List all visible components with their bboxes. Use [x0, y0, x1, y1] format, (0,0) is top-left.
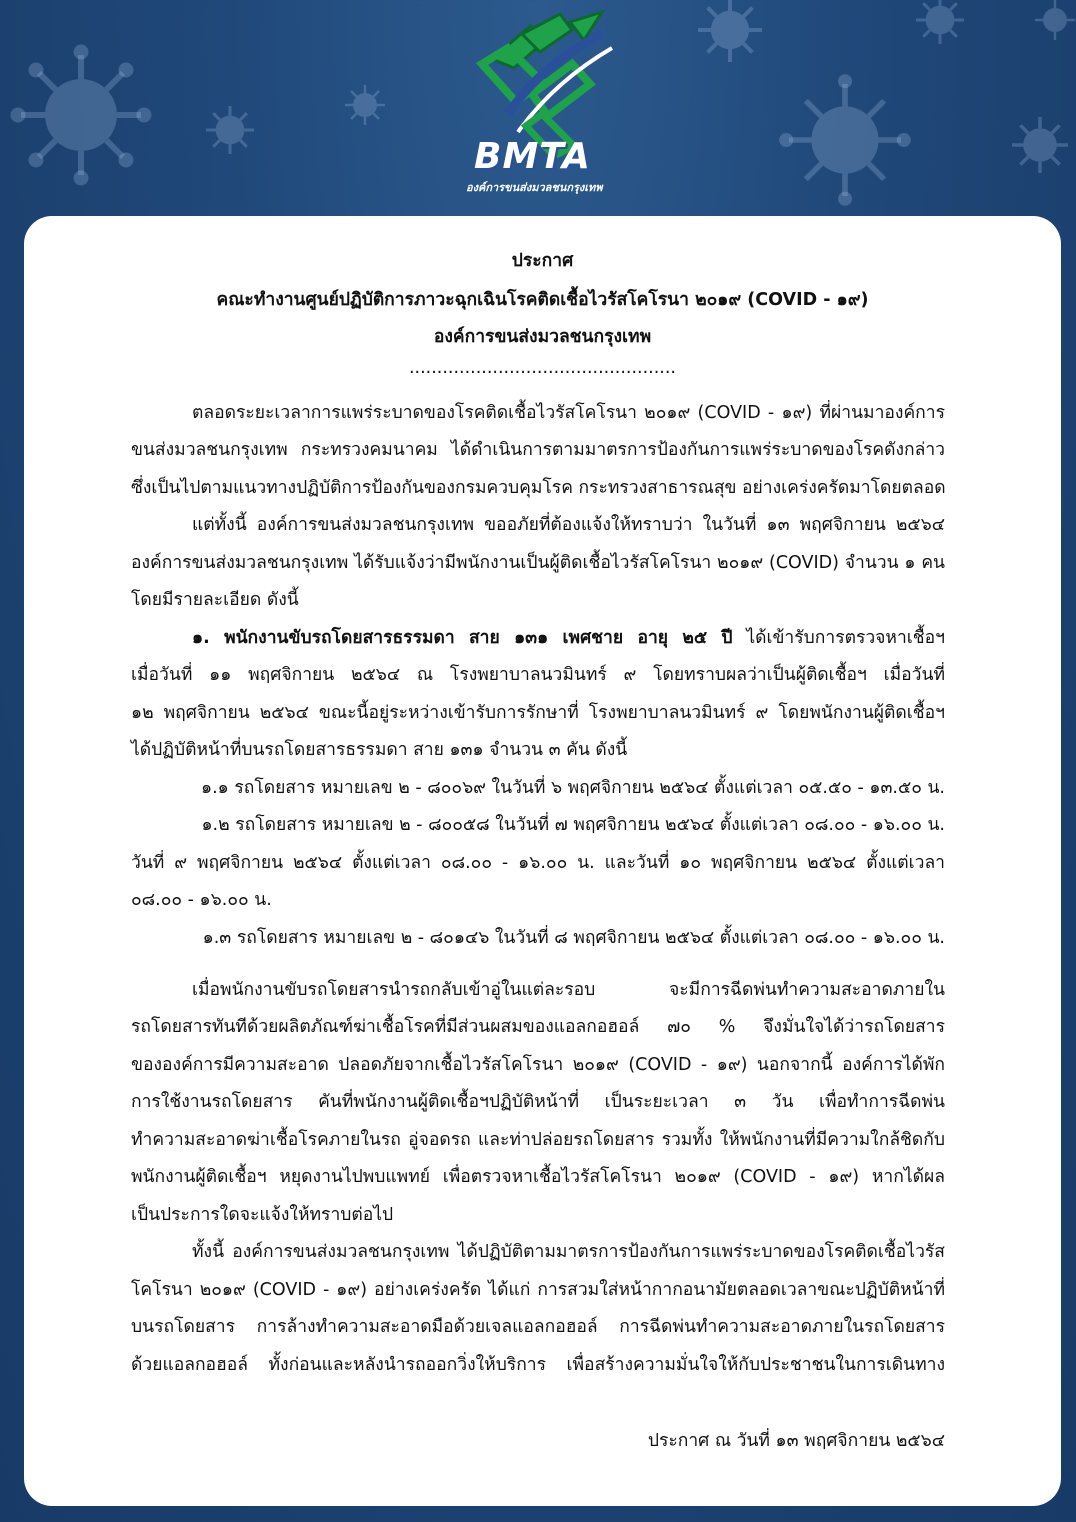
- paragraph-line: ขององค์การมีความสะอาด ปลอดภัยจากเชื้อไวรัสโคโรนา ๒๐๑๙ (COVID - ๑๙) นอกจากนี้ องค์การได้พัก: [131, 1055, 945, 1075]
- virus-icon: [910, 0, 970, 50]
- paragraph-line: เมื่อพนักงานขับรถโดยสารนำรถกลับเข้าอู่ในแต่ละรอบ จะมีการฉีดพ่นทำความสะอาดภายใน: [192, 980, 945, 1000]
- paragraph-line: ทำความสะอาดฆ่าเชื้อโรคภายในรถ อู่จอดรถ และท่าปล่อยรถโดยสาร รวมทั้ง ให้พนักงานที่มีความใกล้ชิดกับ: [131, 1130, 945, 1150]
- committee-title: คณะทำงานศูนย์ปฏิบัติการภาวะฉุกเฉินโรคติดเชื้อไวรัสโคโรนา ๒๐๑๙ (COVID - ๑๙): [216, 290, 869, 310]
- paragraph-line: โคโรนา ๒๐๑๙ (COVID - ๑๙) อย่างเคร่งครัด ได้แก่ การสวมใส่หน้ากากอนามัยตลอดเวลาขณะปฏิบัติหน้าที่: [131, 1280, 945, 1300]
- paragraph-line: โดยมีรายละเอียด ดังนี้: [131, 590, 299, 610]
- announcement-card: [24, 216, 1061, 1506]
- paragraph-line: องค์การขนส่งมวลชนกรุงเทพ ได้รับแจ้งว่ามีพนักงานเป็นผู้ติดเชื้อไวรัสโคโรนา ๒๐๑๙ (COVID) จำนวน ๑ คน: [131, 553, 945, 573]
- paragraph-line: ทั้งนี้ องค์การขนส่งมวลชนกรุงเทพ ได้ปฏิบัติตามมาตรการป้องกันการแพร่ระบาดของโรคติดเชื้อไวรัส: [192, 1242, 945, 1262]
- paragraph-line: ตลอดระยะเวลาการแพร่ระบาดของโรคติดเชื้อไวรัสโคโรนา ๒๐๑๙ (COVID - ๑๙) ที่ผ่านมาองค์การ: [192, 403, 945, 423]
- paragraph-line: รถโดยสารทันทีด้วยผลิตภัณฑ์ฆ่าเชื้อโรคที่มีส่วนผสมของแอลกอฮอล์ ๗๐ % จึงมั่นใจได้ว่ารถโดยสาร: [131, 1017, 945, 1037]
- title-divider: ................................................: [408, 358, 676, 378]
- organization-title: องค์การขนส่งมวลชนกรุงเทพ: [433, 327, 652, 347]
- virus-icon: [775, 70, 915, 210]
- announcement-date: ประกาศ ณ วันที่ ๑๓ พฤศจิกายน ๒๕๖๔: [647, 1431, 945, 1451]
- paragraph-line: การใช้งานรถโดยสาร คันที่พนักงานผู้ติดเชื้อฯปฏิบัติหน้าที่ เป็นระยะเวลา ๓ วัน เพื่อทำการฉีดพ่น: [131, 1092, 945, 1112]
- item-heading-bold: ๑. พนักงานขับรถโดยสารธรรมดา สาย ๑๓๑ เพศชาย อายุ ๒๕ ปี: [192, 628, 733, 648]
- bus-item: ๑.๑ รถโดยสาร หมายเลข ๒ - ๘๐๐๖๙ ในวันที่ ๖ พฤศจิกายน ๒๕๖๔ ตั้งแต่เวลา ๐๕.๕๐ - ๑๓.๕๐ น.: [201, 778, 945, 798]
- virus-icon: [690, 0, 770, 70]
- item-heading-rest: ได้เข้ารับการตรวจหาเชื้อฯ: [732, 628, 945, 648]
- logo-tagline: องค์การขนส่งมวลชนกรุงเทพ: [466, 181, 603, 194]
- paragraph-line: วันที่ ๙ พฤศจิกายน ๒๕๖๔ ตั้งแต่เวลา ๐๘.๐๐ - ๑๖.๐๐ น. และวันที่ ๑๐ พฤศจิกายน ๒๕๖๔ ตั้งแต่เวลา: [131, 853, 946, 873]
- paragraph-line: ได้ปฏิบัติหน้าที่บนรถโดยสารธรรมดา สาย ๑๓๑ จำนวน ๓ คัน ดังนี้: [131, 740, 628, 760]
- virus-icon: [1005, 110, 1075, 180]
- bmta-logo-icon: [452, 4, 630, 196]
- paragraph-line: บนรถโดยสาร การล้างทำความสะอาดมือด้วยเจลแอลกอฮอล์ การฉีดพ่นทำความสะอาดภายในรถโดยสาร: [131, 1317, 945, 1337]
- paragraph-line: ขนส่งมวลชนกรุงเทพ กระทรวงคมนาคม ได้ดำเนินการตามมาตรการป้องกันการแพร่ระบาดของโรคดังกล่าว: [131, 440, 945, 460]
- virus-icon: [6, 40, 156, 190]
- paragraph-line: เป็นประการใดจะแจ้งให้ทราบต่อไป: [131, 1205, 394, 1225]
- paragraph-line: ซึ่งเป็นไปตามแนวทางปฏิบัติการป้องกันของกรมควบคุมโรค กระทรวงสาธารณสุข อย่างเคร่งครัดมาโดยตลอด: [131, 478, 946, 498]
- item-heading: [192, 626, 945, 650]
- virus-icon: [200, 100, 260, 160]
- paragraph-line: ๑๒ พฤศจิกายน ๒๕๖๔ ขณะนี้อยู่ระหว่างเข้ารับการรักษาที่ โรงพยาบาลนวมินทร์ ๙ โดยพนักงานผู้ติดเชื้อฯ: [131, 703, 945, 723]
- paragraph-line: แต่ทั้งนี้ องค์การขนส่งมวลชนกรุงเทพ ขออภัยที่ต้องแจ้งให้ทราบว่า ในวันที่ ๑๓ พฤศจิกายน ๒๕๖๔: [192, 515, 945, 535]
- paragraph-line: พนักงานผู้ติดเชื้อฯ หยุดงานไปพบแพทย์ เพื่อตรวจหาเชื้อไวรัสโคโรนา ๒๐๑๙ (COVID - ๑๙) หากได้ผล: [131, 1167, 945, 1187]
- page-title: ประกาศ: [511, 251, 574, 271]
- virus-icon: [1030, 0, 1076, 45]
- virus-icon: [340, 80, 390, 130]
- paragraph-line: เมื่อวันที่ ๑๑ พฤศจิกายน ๒๕๖๔ ณ โรงพยาบาลนวมินทร์ ๙ โดยทราบผลว่าเป็นผู้ติดเชื้อฯ เมื่อวันที่: [131, 665, 945, 685]
- paragraph-line: ด้วยแอลกอฮอล์ ทั้งก่อนและหลังนำรถออกวิ่งให้บริการ เพื่อสร้างความมั่นใจให้กับประชาชนในการเดินทาง: [131, 1355, 945, 1375]
- bus-item: ๑.๒ รถโดยสาร หมายเลข ๒ - ๘๐๐๕๘ ในวันที่ ๗ พฤศจิกายน ๒๕๖๔ ตั้งแต่เวลา ๐๘.๐๐ - ๑๖.๐๐ น.: [201, 815, 945, 835]
- paragraph-line: ๐๘.๐๐ - ๑๖.๐๐ น.: [131, 890, 272, 910]
- bus-item: ๑.๓ รถโดยสาร หมายเลข ๒ - ๘๐๑๔๖ ในวันที่ ๘ พฤศจิกายน ๒๕๖๔ ตั้งแต่เวลา ๐๘.๐๐ - ๑๖.๐๐ น.: [202, 928, 945, 948]
- logo-brand: BMTA: [474, 136, 591, 177]
